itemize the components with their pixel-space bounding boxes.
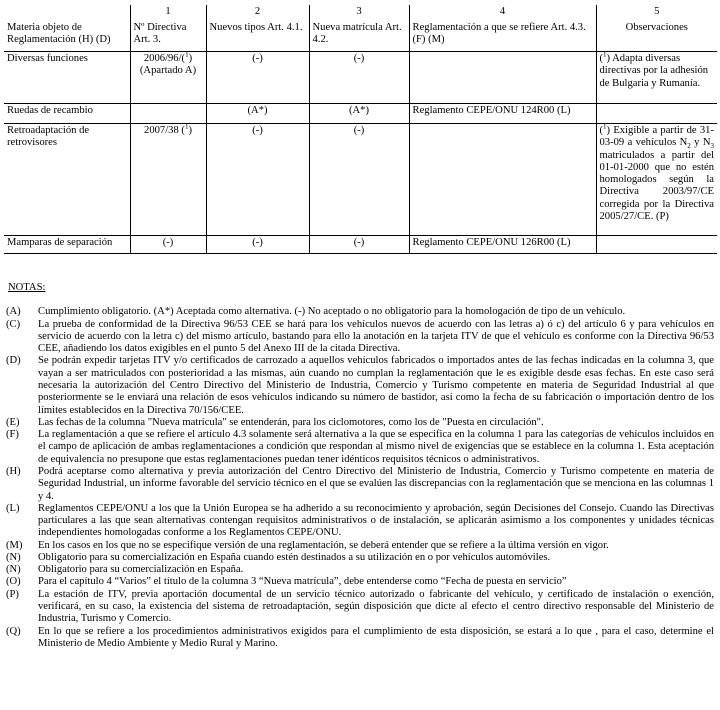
cell-materia: Retroadaptación de retrovisores — [4, 124, 130, 236]
note-item — [6, 552, 714, 564]
cell-observaciones: ($^1$) Exigible a partir de 31-03-09 a vehículos $N_2$ y $N_3$ matriculados a partir del 01-01-2000 que no estén homologados según la Directiva 2003/97/CE corregida por la Directiva 2005/27/CE. (P) — [596, 124, 717, 236]
cell-nuevos-tipos: (-) — [206, 236, 309, 254]
note-item — [6, 540, 714, 552]
table-row — [4, 124, 717, 236]
note-item — [6, 589, 714, 626]
note-key: (H) — [6, 465, 21, 477]
regulation-table — [4, 5, 717, 254]
cell-directiva: (-) — [130, 236, 206, 254]
note-item — [6, 564, 714, 576]
note-key: (M) — [6, 539, 23, 551]
note-text: En los casos en los que no se especifique versión de una reglamentación, se deberá entender que se refiere a la última versión en vigor. — [38, 539, 609, 551]
note-key: (Q) — [6, 625, 21, 637]
column-number: 2 — [206, 5, 309, 21]
cell-directiva — [130, 104, 206, 124]
note-text: Para el capítulo 4 “Varios” el título de la columna 3 “Nueva matrícula”, debe entenderse como “Fecha de puesta en servicio” — [38, 576, 567, 588]
table-row — [4, 236, 717, 254]
note-text: La reglamentación a que se refiere el artículo 4.3 solamente será alternativa a la que se especifica en la columna 1 para las categorías de vehículos incluidos en el campo de aplicación de ambas reglamentaciones a condición que respondan al mismo nivel de exigencias que se establece en la columna 1. Esta aceptación de equivalencia no presupone que estas reglamentaciones puedan tener idénticos requisitos técnicos o administrativos. — [38, 429, 714, 465]
note-item — [6, 576, 714, 588]
column-number: 1 — [130, 5, 206, 21]
note-text: Las fechas de la columna "Nueva matrícula" se entenderán, para los ciclomotores, como los de "Puesta en circulación". — [38, 416, 544, 428]
header-observaciones: Observaciones — [596, 21, 717, 52]
cell-nueva-matricula: (-) — [309, 236, 409, 254]
cell-nueva-matricula: (-) — [309, 124, 409, 236]
column-number: 3 — [309, 5, 409, 21]
cell-materia: Diversas funciones — [4, 52, 130, 104]
note-text: Reglamentos CEPE/ONU a los que la Unión Europea se ha adherido a su reconocimiento y aprobación, según Decisiones del Consejo. Cuando las Directivas particulares a las que sean alternativas contengan requisitos administrativos o de instalación, se aplicarán asimismo a los componentes y unidades técnicas independientes homologadas conforme a los Reglamentos CEPE/ONU. — [38, 502, 714, 539]
note-key: (C) — [6, 318, 21, 330]
column-number: 4 — [409, 5, 596, 21]
note-item — [6, 306, 714, 318]
notes-title: NOTAS: — [8, 282, 46, 293]
cell-observaciones: ($^1$) Adapta diversas directivas por la adhesión de Bulgaria y Rumanía. — [596, 52, 717, 104]
note-key: (P) — [6, 588, 19, 600]
cell-materia: Ruedas de recambio — [4, 104, 130, 124]
note-item — [6, 503, 714, 540]
header-nueva-matricula: Nueva matrícula Art. 4.2. — [309, 21, 409, 52]
cell-directiva: 2007/38 ($^1$) — [130, 124, 206, 236]
cell-nuevos-tipos: (A*) — [206, 104, 309, 124]
note-text: Podrá aceptarse como alternativa y previa autorización del Centro Directivo del Ministerio de Industria, Comercio y Turismo competente en materia de Seguridad Industrial, un informe favorable del servicio técnico en el que se evalúen las discrepancias con la reglamentación que se menciona en las columnas 1 y 4. — [38, 465, 714, 502]
cell-nuevos-tipos: (-) — [206, 124, 309, 236]
cell-reglamentacion: Reglamento CEPE/ONU 126R00 (L) — [409, 236, 596, 254]
header-directiva: Nº Directiva Art. 3. — [130, 21, 206, 52]
note-key: (E) — [6, 416, 20, 428]
note-key: (N) — [6, 564, 21, 576]
cell-observaciones — [596, 236, 717, 254]
note-item — [6, 417, 714, 429]
note-item — [6, 626, 714, 651]
note-text: En lo que se refiere a los procedimientos administrativos exigidos para el cumplimiento de esta disposición, se estará a lo que , para el caso, determine el Ministerio de Medio Ambiente y Medio Rural y Marino. — [38, 625, 714, 649]
note-text: Obligatorio para su comercialización en España cuando estén destinados a su utilización en o por vehículos automóviles. — [38, 551, 551, 563]
header-row — [4, 21, 717, 52]
column-number: 5 — [596, 5, 717, 21]
note-key: (N) — [6, 551, 21, 563]
cell-reglamentacion — [409, 52, 596, 104]
header-reglamentacion: Reglamentación a que se refiere Art. 4.3. (F) (M) — [409, 21, 596, 52]
cell-nuevos-tipos: (-) — [206, 52, 309, 104]
note-key: (O) — [6, 576, 21, 588]
cell-nueva-matricula: (A*) — [309, 104, 409, 124]
note-text: Obligatorio para su comercialización en España. — [38, 564, 244, 576]
note-item — [6, 429, 714, 466]
note-item — [6, 466, 714, 503]
notes-section — [6, 282, 714, 650]
note-text: La prueba de conformidad de la Directiva 96/53 CEE se hará para los vehículos nuevos de acuerdo con las letras a) ó c) del artículo 6 y para vehículos en servicio de acuerdo con la letra c) del mismo artículo, bastando para ello la anotación en la tarjeta ITV de que el vehículo es conforme con la Directiva 96/53 CEE, añadiendo los datos exigibles en el punto 5 del Anexo III de la citada Directiva. — [38, 318, 714, 355]
note-item — [6, 319, 714, 356]
cell-reglamentacion — [409, 124, 596, 236]
note-key: (L) — [6, 502, 20, 514]
note-key: (D) — [6, 355, 21, 367]
column-number-row — [4, 5, 717, 21]
cell-reglamentacion: Reglamento CEPE/ONU 124R00 (L) — [409, 104, 596, 124]
cell-observaciones — [596, 104, 717, 124]
header-materia: Materia objeto de Reglamentación (H) (D) — [4, 21, 130, 52]
note-item — [6, 355, 714, 416]
note-text: La estación de ITV, previa aportación documental de un servicio técnico autorizado o fabricante del vehículo, y certificado de instalación o exención, verificará, en su caso, la existencia del sistema de retroadaptación, según disposición que dicte al efecto el centro directivo responsable del Ministerio de Industria, Turismo y Comercio. — [38, 588, 714, 625]
column-number — [4, 5, 130, 21]
note-text: Se podrán expedir tarjetas ITV y/o certificados de carrozado a aquellos vehículos fabricados o importados antes de las fechas indicadas en la columna 3, que vayan a ser matriculados con posterioridad a las mismas, aún cuando no cumplan la reglamentación que le es exigible desde esas fechas. En este caso será necesaria la autorización del Centro Directivo del Ministerio de Industria, Comercio y Turismo competente en materia de Seguridad Industrial al que posteriormente se le enviará una relación de esos vehículos indicando su número de bastidor, así como la fecha de su fabricación o importación dentro de los límites establecidos en la Directiva 70/156/CEE. — [38, 355, 714, 416]
cell-directiva: 2006/96/($^1$) (Apartado A) — [130, 52, 206, 104]
header-nuevos-tipos: Nuevos tipos Art. 4.1. — [206, 21, 309, 52]
note-key: (F) — [6, 429, 19, 441]
cell-materia: Mamparas de separación — [4, 236, 130, 254]
table-row — [4, 52, 717, 104]
note-key: (A) — [6, 306, 21, 318]
cell-nueva-matricula: (-) — [309, 52, 409, 104]
table-row — [4, 104, 717, 124]
note-text: Cumplimiento obligatorio. (A*) Aceptada como alternativa. (-) No aceptado o no obligatorio para la homologación de tipo de un vehículo. — [38, 306, 626, 318]
